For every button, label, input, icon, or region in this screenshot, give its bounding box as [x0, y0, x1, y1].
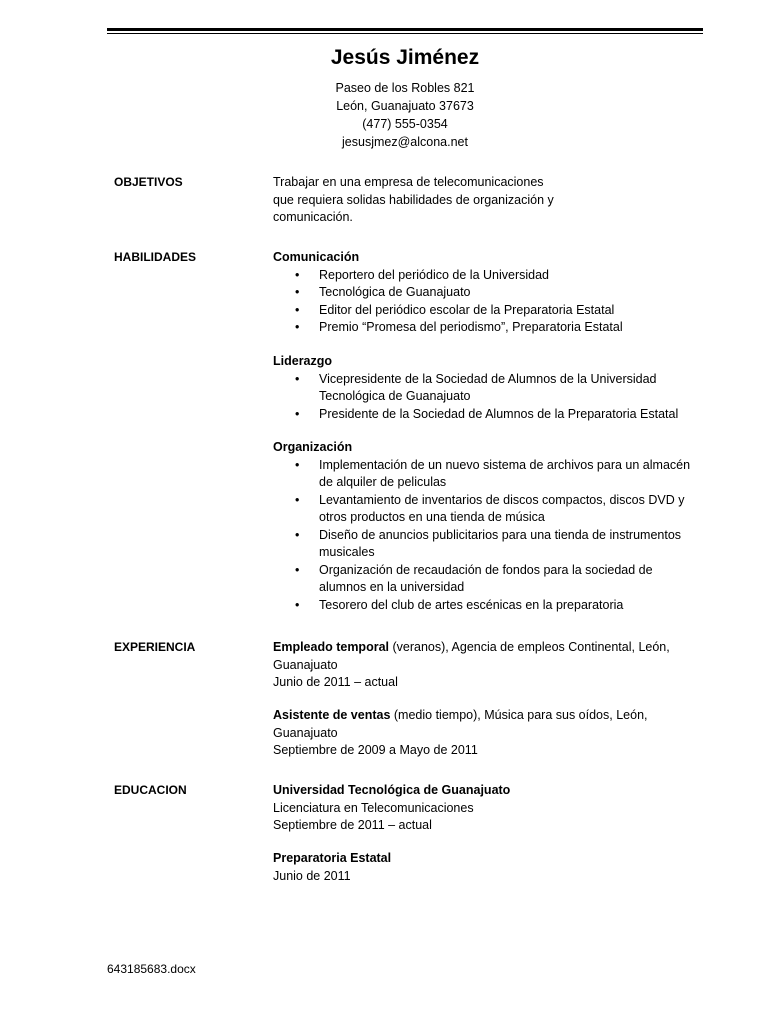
skill-group-liderazgo	[273, 353, 703, 423]
job-entry	[273, 707, 703, 760]
list-item	[273, 319, 703, 337]
bullet-icon: •	[295, 371, 300, 386]
job-entry	[273, 639, 703, 692]
list-item	[273, 562, 703, 597]
list-item-text: alumnos en la universidad	[319, 580, 465, 594]
list-item-text: Vicepresidente de la Sociedad de Alumnos de la Universidad	[319, 371, 657, 386]
list-item	[273, 597, 703, 615]
list-item-text: Organización de recaudación de fondos para la sociedad de	[319, 562, 653, 577]
skill-group-comunicacion	[273, 249, 703, 337]
contact-city: León, Guanajuato 37673	[336, 99, 474, 113]
education-entry	[273, 782, 703, 835]
list-item-text: Diseño de anuncios publicitarios para una tienda de instrumentos	[319, 527, 682, 542]
skill-list	[273, 457, 703, 615]
header-rule-thick	[107, 28, 703, 31]
skill-group-organizacion	[273, 439, 703, 614]
contact-block	[107, 80, 703, 152]
job-dates: Septiembre de 2009 a Mayo de 2011	[273, 743, 478, 757]
skill-group-title: Liderazgo	[273, 354, 333, 368]
objetivos-line: comunicación.	[273, 210, 353, 224]
bullet-icon: •	[295, 457, 300, 472]
skill-list	[273, 371, 703, 424]
bullet-icon: •	[295, 406, 300, 421]
list-item-text: Levantamiento de inventarios de discos compactos, discos DVD y	[319, 492, 685, 507]
list-item-text: de alquiler de peliculas	[319, 475, 447, 489]
list-item-text: Tecnológica de Guanajuato	[319, 285, 471, 299]
bullet-icon: •	[295, 492, 300, 507]
job-heading-line	[273, 707, 703, 725]
bullet-icon: •	[295, 285, 300, 299]
bullet-icon: •	[295, 267, 300, 282]
school-name: Preparatoria Estatal	[273, 851, 392, 865]
list-item-text: Implementación de un nuevo sistema de archivos para un almacén	[319, 457, 691, 472]
job-dates: Junio de 2011 – actual	[273, 675, 398, 689]
list-item-text: Premio “Promesa del periodismo”, Preparatoria Estatal	[319, 320, 623, 334]
education-entry	[273, 850, 703, 885]
job-details: (veranos), Agencia de empleos Continental, León,	[389, 640, 670, 654]
list-item	[273, 492, 703, 527]
bullet-icon: •	[295, 302, 300, 317]
contact-email: jesusjmez@alcona.net	[342, 135, 468, 149]
header-rule-thin	[107, 33, 703, 34]
list-item-text: Reportero del periódico de la Universidad	[319, 267, 549, 282]
contact-address: Paseo de los Robles 821	[335, 81, 475, 95]
bullet-icon: •	[295, 597, 300, 612]
objetivos-line: Trabajar en una empresa de telecomunicaciones	[273, 175, 544, 189]
contact-phone: (477) 555-0354	[362, 117, 448, 131]
skill-group-title: Comunicación	[273, 250, 360, 264]
section-label-objetivos: OBJETIVOS	[114, 175, 183, 189]
resume-name: Jesús Jiménez	[330, 46, 480, 69]
job-location: Guanajuato	[273, 657, 338, 672]
skill-group-title: Organización	[273, 440, 353, 454]
objetivos-line: que requiera solidas habilidades de organización y	[273, 192, 554, 207]
footer-filename: 643185683.docx	[107, 962, 196, 976]
section-label-habilidades: HABILIDADES	[114, 250, 197, 264]
list-item-text: Presidente de la Sociedad de Alumnos de la Preparatoria Estatal	[319, 406, 679, 421]
school-dates: Septiembre de 2011 – actual	[273, 818, 432, 832]
school-dates: Junio de 2011	[273, 868, 351, 883]
list-item	[273, 457, 703, 492]
list-item	[273, 284, 703, 302]
skill-list	[273, 267, 703, 337]
bullet-icon: •	[295, 562, 300, 577]
list-item	[273, 406, 703, 424]
list-item-text: Tecnológica de Guanajuato	[319, 389, 471, 403]
job-details: (medio tiempo), Música para sus oídos, León,	[390, 708, 648, 722]
list-item	[273, 267, 703, 285]
list-item-text: otros productos en una tienda de música	[319, 510, 545, 524]
list-item-text: musicales	[319, 545, 375, 559]
bullet-icon: •	[295, 320, 300, 334]
list-item	[273, 302, 703, 320]
job-location: Guanajuato	[273, 725, 338, 740]
job-title: Asistente de ventas	[273, 708, 391, 722]
job-title: Empleado temporal	[273, 640, 389, 654]
section-label-experiencia: EXPERIENCIA	[114, 640, 196, 654]
list-item	[273, 527, 703, 562]
school-degree: Licenciatura en Telecomunicaciones	[273, 800, 474, 815]
list-item	[273, 371, 703, 406]
list-item-text: Editor del periódico escolar de la Preparatoria Estatal	[319, 302, 615, 317]
job-heading-line	[273, 639, 703, 657]
bullet-icon: •	[295, 527, 300, 542]
section-label-educacion: EDUCACION	[114, 783, 187, 797]
objetivos-content	[273, 174, 703, 227]
school-name: Universidad Tecnológica de Guanajuato	[273, 783, 511, 797]
list-item-text: Tesorero del club de artes escénicas en la preparatoria	[319, 597, 624, 612]
